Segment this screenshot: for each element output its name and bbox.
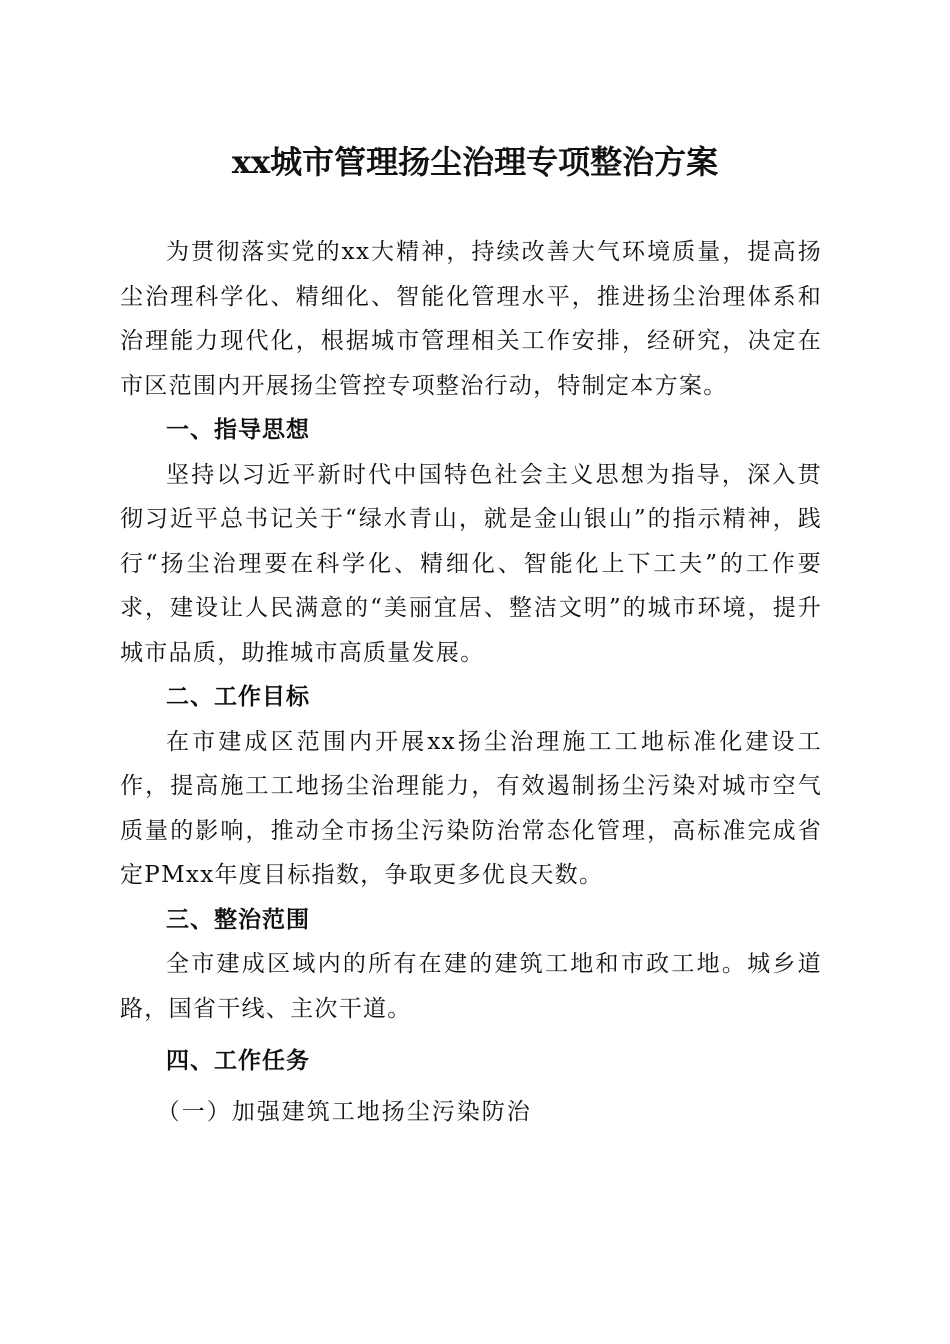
document-title: xx城市管理扬尘治理专项整治方案 bbox=[231, 143, 719, 181]
section-heading-work-goals: 二、工作目标 bbox=[166, 684, 310, 710]
document-body bbox=[120, 230, 822, 1134]
intro-paragraph: 为贯彻落实党的xx大精神，持续改善大气环境质量，提高扬尘治理科学化、精细化、智能化管理水平，推进扬尘治理体系和治理能力现代化，根据城市管理相关工作安排，经研究，决定在市区范围内开展扬尘管控专项整治行动，特制定本方案。 bbox=[120, 239, 822, 399]
section-paragraph-work-goals: 在市建成区范围内开展xx扬尘治理施工工地标准化建设工作，提高施工工地扬尘治理能力，有效遏制扬尘污染对城市空气质量的影响，推动全市扬尘污染防治常态化管理，高标准完成省定PMxx年度目标指数，争取更多优良天数。 bbox=[120, 728, 822, 888]
subsection-heading-construction-dust: （一）加强建筑工地扬尘污染防治 bbox=[156, 1098, 532, 1125]
section-paragraph-guiding-ideology: 坚持以习近平新时代中国特色社会主义思想为指导，深入贯彻习近平总书记关于“绿水青山，就是金山银山”的指示精神，践行“扬尘治理要在科学化、精细化、智能化上下工夫”的工作要求，建设让人民满意的“美丽宜居、整洁文明”的城市环境，提升城市品质，助推城市高质量发展。 bbox=[120, 461, 822, 666]
section-heading-guiding-ideology: 一、指导思想 bbox=[166, 417, 310, 443]
section-heading-work-tasks: 四、工作任务 bbox=[166, 1048, 310, 1074]
section-paragraph-scope: 全市建成区域内的所有在建的建筑工地和市政工地。城乡道路，国省干线、主次干道。 bbox=[120, 951, 822, 1022]
section-heading-scope: 三、整治范围 bbox=[166, 906, 310, 933]
